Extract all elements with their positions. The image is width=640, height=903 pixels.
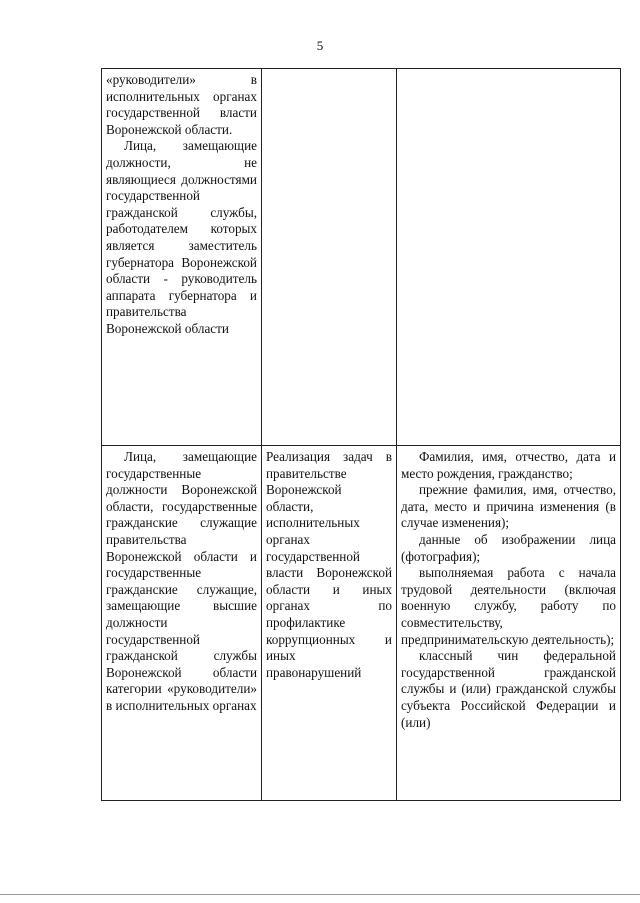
cell-paragraph: выполняемая работа с начала трудовой деятельности (включая военную службу, работу по совместительству, предпринимательскую деятельность);	[401, 565, 616, 647]
cell-paragraph: Лица, замещающие государственные должности Воронежской области, государственные гражданские служащие правительства Воронежской области и государственные гражданские служащие, замещающие высшие должности государственной гражданской службы Воронежской области категории «руководители» в исполнительных органах	[106, 449, 257, 713]
page-bottom-rule	[0, 894, 640, 895]
cell-paragraph: Фамилия, имя, отчество, дата и место рождения, гражданство;	[401, 449, 616, 481]
cell-paragraph: данные об изображении лица (фотография);	[401, 531, 616, 564]
table-cell-data-list	[397, 69, 621, 446]
document-table	[101, 68, 621, 801]
page-number: 5	[316, 38, 324, 53]
table-row	[102, 446, 621, 801]
cell-paragraph: «руководители» в исполнительных органах государственной власти Воронежской области.	[106, 72, 257, 137]
cell-paragraph: Реализация задач в правительстве Воронежской области, исполнительных органах государственной власти Воронежской области и иных органах по профилактике коррупционных и иных правонарушений	[266, 449, 392, 680]
table-row	[102, 69, 621, 446]
cell-paragraph: прежние фамилия, имя, отчество, дата, место и причина изменения (в случае изменения);	[401, 482, 616, 531]
cell-paragraph: Лица, замещающие должности, не являющиеся должностями государственной гражданской службы, работодателем которых является заместитель губернатора Воронежской области - руководитель аппарата губернатора и правительства Воронежской области	[106, 138, 257, 336]
table-cell-persons	[102, 69, 262, 446]
table-cell-purpose	[262, 446, 397, 801]
cell-paragraph: классный чин федеральной государственной гражданской службы и (или) гражданской службы субъекта Российской Федерации и (или)	[401, 648, 616, 730]
table-cell-persons	[102, 446, 262, 801]
table-cell-data-list	[397, 446, 621, 801]
table-cell-purpose	[262, 69, 397, 446]
